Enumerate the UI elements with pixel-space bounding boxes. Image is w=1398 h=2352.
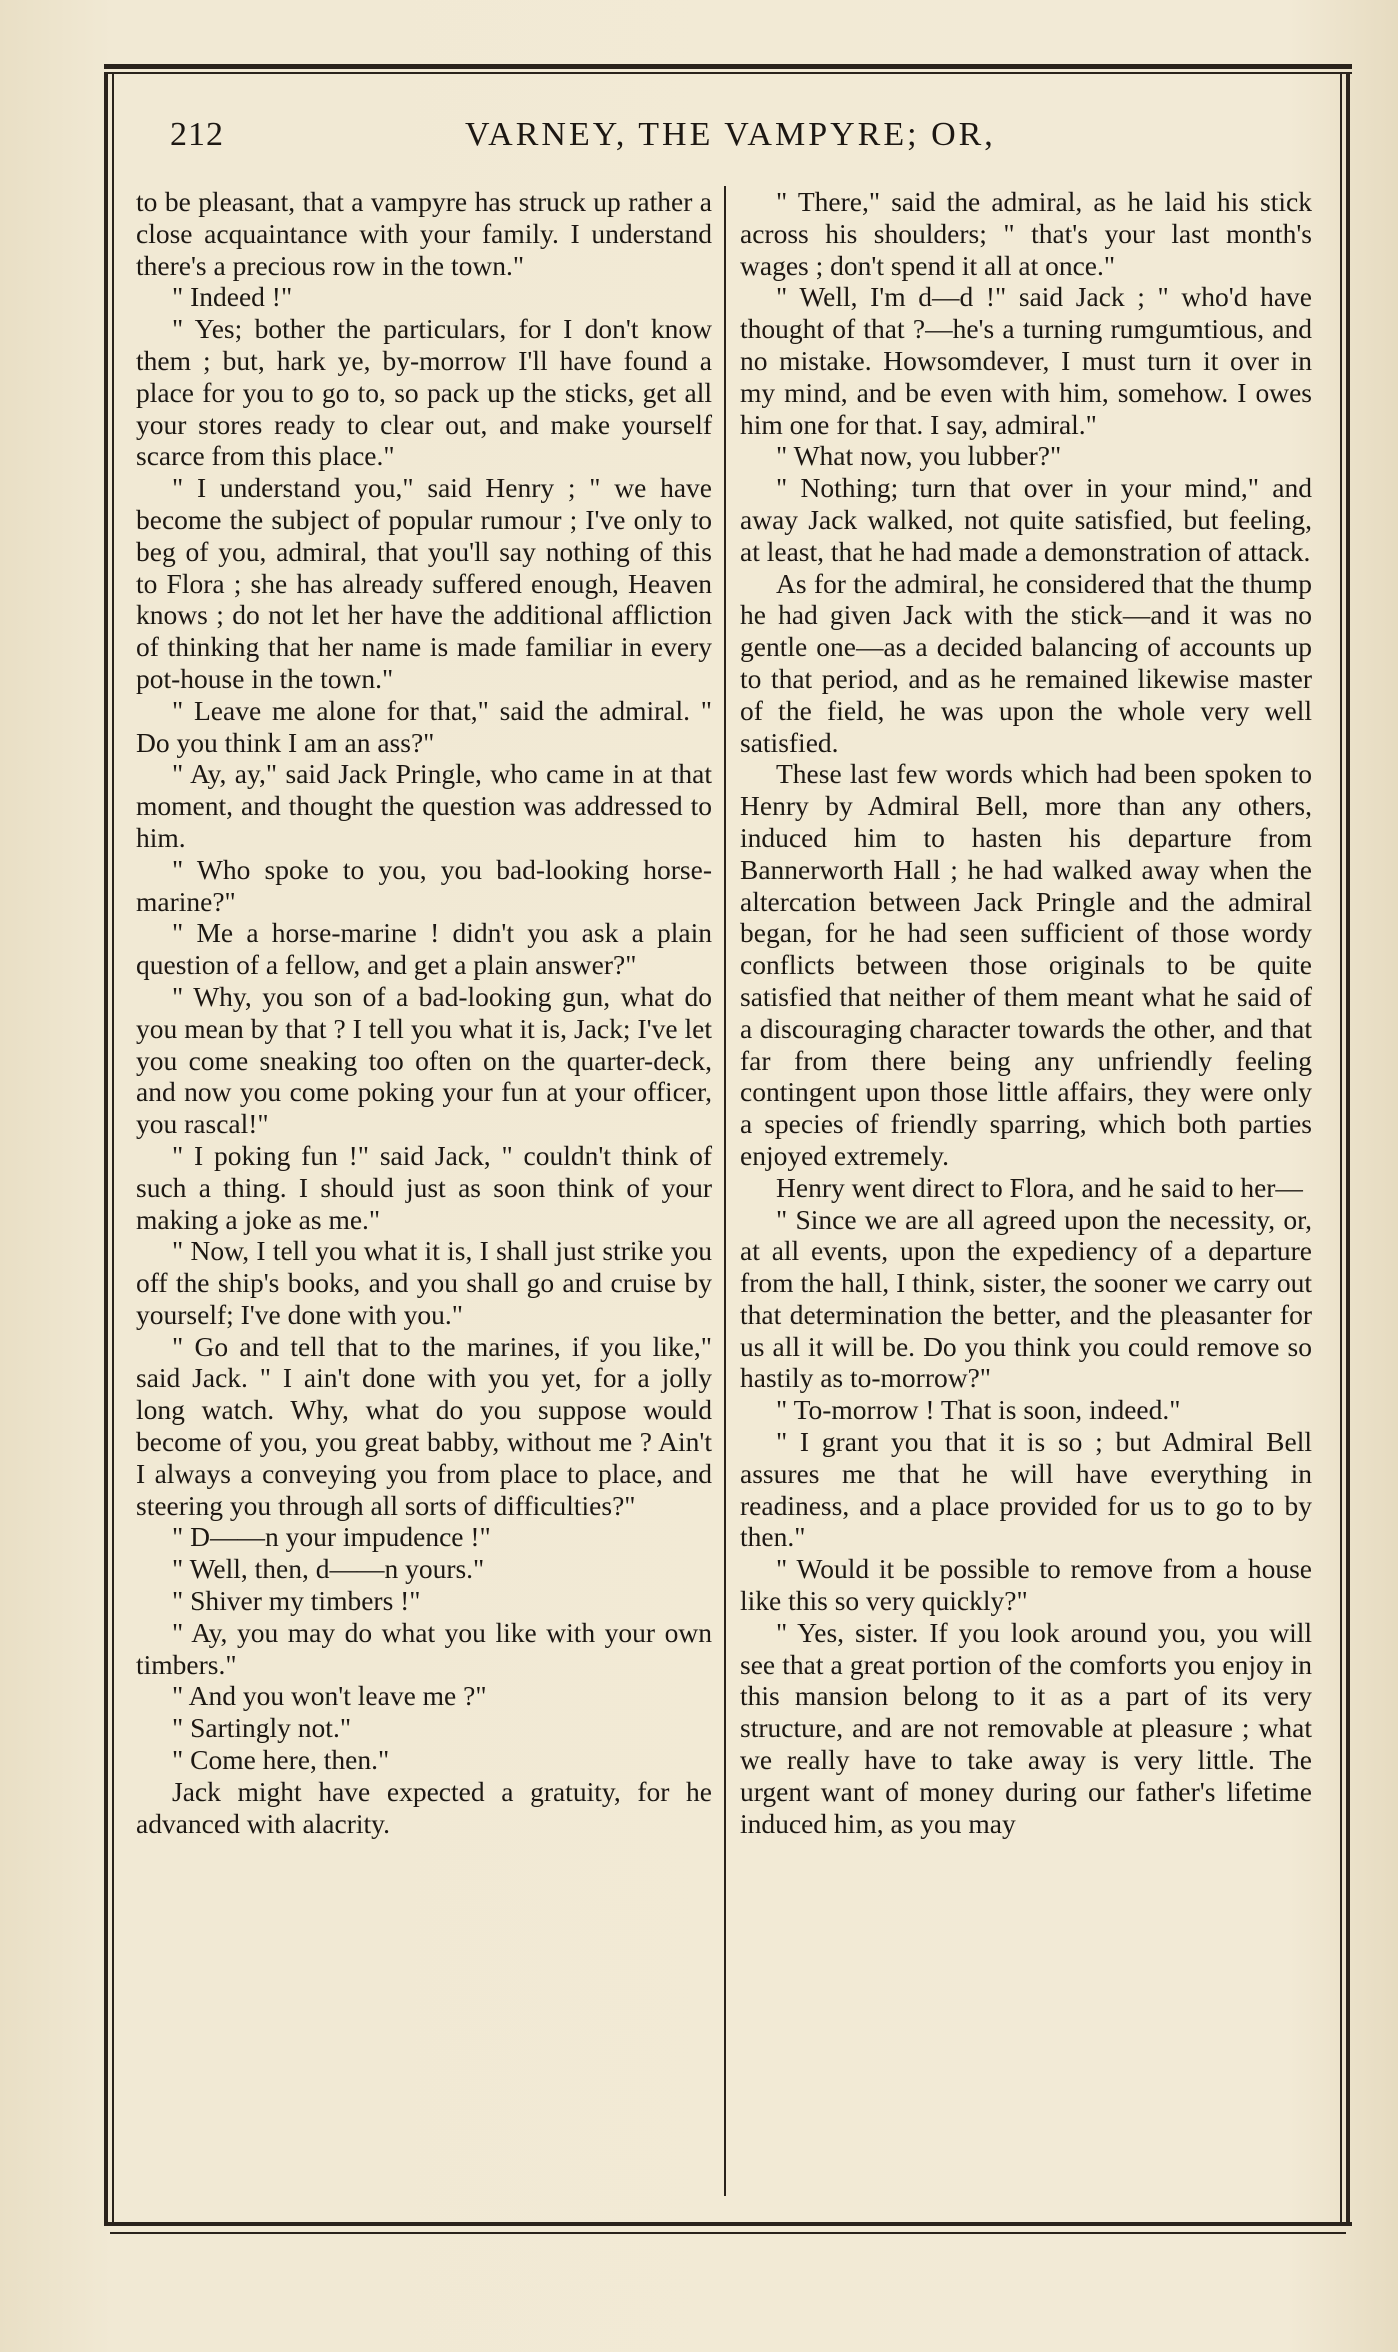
- paragraph: " Shiver my timbers !": [172, 1585, 421, 1617]
- paragraph: Henry went direct to Flora, and he said to her—: [776, 1171, 1303, 1203]
- paragraph: " Well, I'm d—d !" said Jack ; " who'd have thought of that ?—he's a turning rumgumtious, and no mistake. Howsomdever, I must turn it over in my mind, and be even with him, somehow. I owes him one for that. I say, admiral.": [740, 281, 1312, 440]
- right-border-rule-thin: [1340, 72, 1342, 2222]
- paragraph: Jack might have expected a gratuity, for he advanced with alacrity.: [136, 1775, 712, 1839]
- column-divider-rule: [724, 186, 726, 2196]
- left-border-rule: [104, 72, 108, 2222]
- paragraph: " Leave me alone for that," said the admiral. " Do you think I am an ass?": [136, 694, 712, 758]
- paragraph: " Ay, ay," said Jack Pringle, who came in at that moment, and thought the question was addressed to him.: [136, 758, 712, 853]
- paragraph: " D——n your impudence !": [172, 1521, 491, 1553]
- paragraph: " Now, I tell you what it is, I shall just strike you off the ship's books, and you shall go and cruise by yourself; I've done with you.": [136, 1235, 712, 1330]
- paragraph: " Yes, sister. If you look around you, you will see that a great portion of the comforts you enjoy in this mansion belong to it as a part of its very structure, and are not removable at pleasure ; what we really have to take away is very little. The urgent want of money during our father's lifetime induced him, as you may: [740, 1616, 1312, 1839]
- bottom-border-rule: [104, 2222, 1352, 2226]
- paragraph: " To-morrow ! That is soon, indeed.": [776, 1394, 1181, 1426]
- running-title: VARNEY, THE VAMPYRE; OR,: [465, 116, 996, 153]
- paragraph: " Well, then, d——n yours.": [172, 1553, 485, 1585]
- paragraph: These last few words which had been spoken to Henry by Admiral Bell, more than any others, induced him to hasten his departure from Bannerworth Hall ; he had walked away when the altercation between Jack Pringle and the admiral began, for he had seen sufficient of those wordy conflicts between those originals to be quite satisfied that neither of them meant what he said of a discouraging character towards the other, and that far from there being any unfriendly feeling contingent upon those little affairs, they were only a species of friendly sparring, which both parties enjoyed extremely.: [740, 758, 1312, 1171]
- paragraph: " Go and tell that to the marines, if you like," said Jack. " I ain't done with you yet, for a jolly long watch. Why, what do you suppose would become of you, you great babby, without me ? Ain't I always a conveying you from place to place, and steering you through all sorts of difficulties?": [136, 1330, 712, 1521]
- paragraph: " There," said the admiral, as he laid his stick across his shoulders; " that's your last month's wages ; don't spend it all at once.": [740, 186, 1312, 281]
- paragraph: " Nothing; turn that over in your mind," and away Jack walked, not quite satisfied, but feeling, at least, that he had made a demonstration of attack.: [740, 472, 1312, 567]
- paragraph: " Yes; bother the particulars, for I don't know them ; but, hark ye, by-morrow I'll have found a place for you to go to, so pack up the sticks, get all your stores ready to clear out, and make yourself scarce from this place.": [136, 313, 712, 472]
- paragraph: " I grant you that it is so ; but Admiral Bell assures me that he will have everything in readiness, and a place provided for us to go to by then.": [740, 1426, 1312, 1553]
- bottom-border-rule-thin: [110, 2232, 1346, 2234]
- paragraph: " What now, you lubber?": [776, 440, 1062, 472]
- paragraph: " Ay, you may do what you like with your own timbers.": [136, 1616, 712, 1680]
- paragraph: " Since we are all agreed upon the necessity, or, at all events, upon the expediency of a departure from the hall, I think, sister, the sooner we carry out that determination the better, and the pleasanter for us all it will be. Do you think you could remove so hastily as to-morrow?": [740, 1203, 1312, 1394]
- paragraph: As for the admiral, he considered that the thump he had given Jack with the stick—and it was no gentle one—as a decided balancing of accounts up to that period, and as he remained likewise master of the field, he was upon the whole very well satisfied.: [740, 567, 1312, 758]
- paragraph: " I poking fun !" said Jack, " couldn't think of such a thing. I should just as soon think of your making a joke as me.": [136, 1139, 712, 1235]
- paragraph: " Would it be possible to remove from a house like this so very quickly?": [740, 1553, 1312, 1617]
- paragraph: " Me a horse-marine ! didn't you ask a plain question of a fellow, and get a plain answer?": [136, 917, 712, 981]
- top-border-rule: [104, 64, 1352, 69]
- paragraph: to be pleasant, that a vampyre has struck up rather a close acquaintance with your family. I understand there's a precious row in the town.": [136, 186, 712, 281]
- paragraph: " Sartingly not.": [172, 1712, 352, 1744]
- paragraph: " Why, you son of a bad-looking gun, what do you mean by that ? I tell you what it is, Jack; I've let you come sneaking too often on the quarter-deck, and now you come poking your fun at your officer, you rascal!": [136, 980, 712, 1140]
- paragraph: " Indeed !": [172, 281, 293, 313]
- top-border-rule-thin: [104, 72, 1352, 74]
- right-border-rule: [1346, 72, 1350, 2222]
- paragraph: " Come here, then.": [172, 1744, 390, 1776]
- page-number: 212: [170, 116, 224, 153]
- right-text-column: [740, 186, 1312, 1839]
- paragraph: " I understand you," said Henry ; " we have become the subject of popular rumour ; I've only to beg of you, admiral, that you'll say nothing of this to Flora ; she has already suffered enough, Heaven knows ; do not let her have the additional affliction of thinking that her name is made familiar in every pot-house in the town.": [136, 472, 712, 694]
- paragraph: " And you won't leave me ?": [172, 1680, 487, 1712]
- left-border-rule-thin: [112, 72, 114, 2222]
- page-header: [170, 116, 1210, 168]
- paragraph: " Who spoke to you, you bad-looking horse-marine?": [136, 853, 712, 917]
- left-text-column: [136, 186, 712, 1839]
